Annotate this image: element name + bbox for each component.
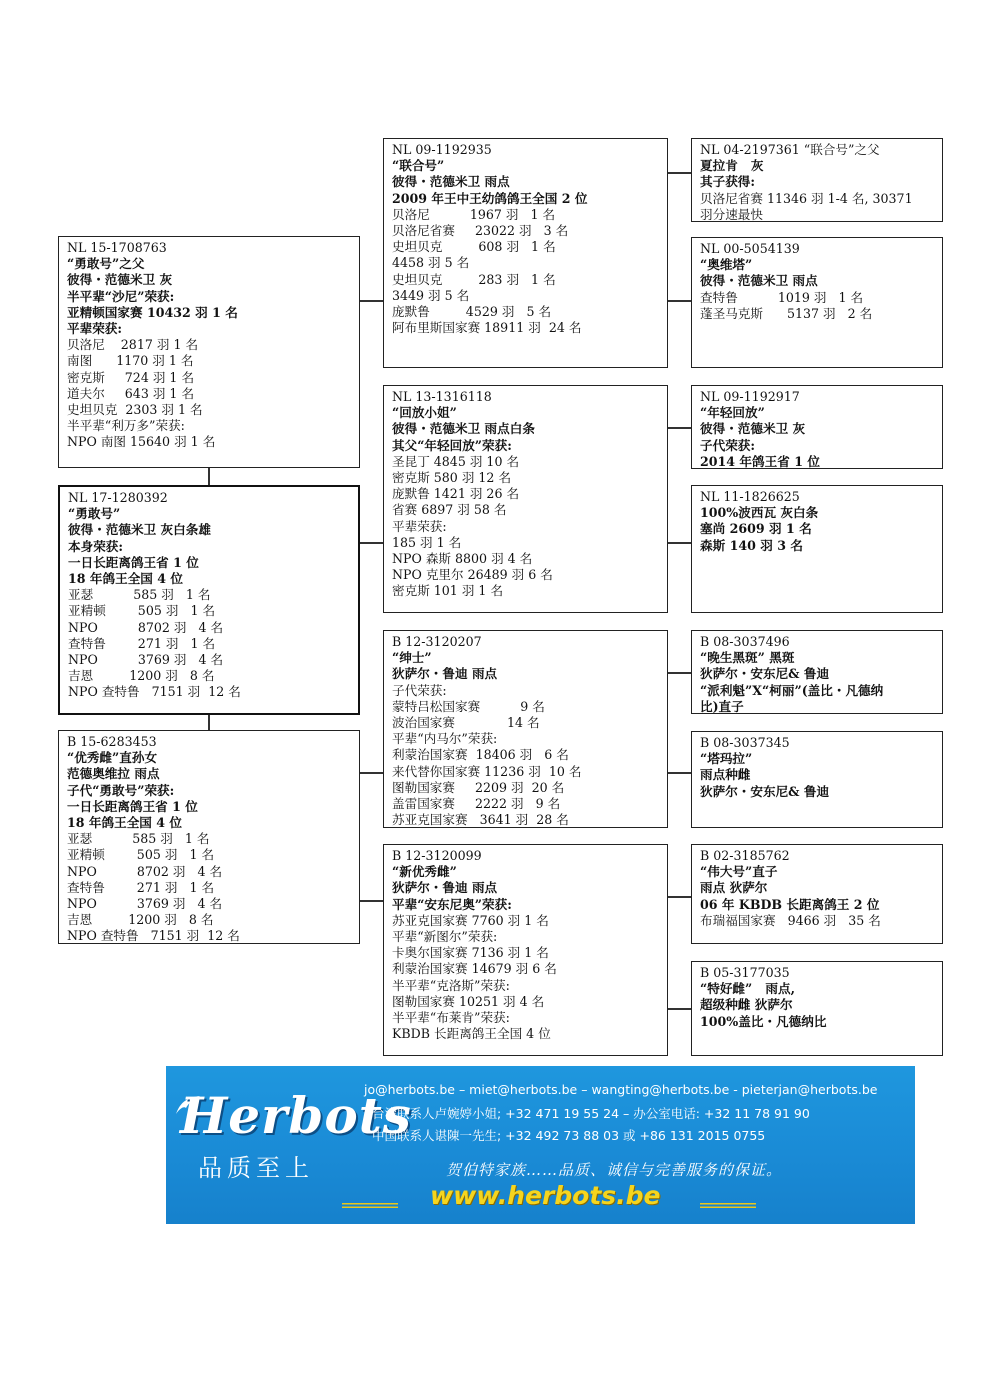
- connector: [667, 172, 691, 174]
- card-line: 盖雷国家赛 2222 羽 9 名: [392, 796, 561, 812]
- card-line: 图勒国家赛 2209 羽 20 名: [392, 779, 565, 795]
- card-line: 一日长距离鸽王省 1 位: [67, 798, 198, 814]
- card-line: 密克斯 724 羽 1 名: [67, 369, 195, 385]
- card-line: 子代“勇敢号”荣获:: [67, 782, 175, 798]
- card-line: 省赛 6897 羽 58 名: [392, 502, 507, 518]
- card-line: 来代替你国家赛 11236 羽 10 名: [392, 763, 582, 779]
- connector: [359, 300, 383, 302]
- card-line: 半平辈“沙尼”荣获:: [67, 288, 175, 304]
- card-line: 亚瑟 585 羽 1 名: [68, 587, 211, 603]
- taiwan-contact: 台湾联系人卢婉婷小姐; +32 471 19 55 24 – 办公室电话: +32 11 78 91 90: [372, 1106, 810, 1121]
- card-line: 卡奥尔国家赛 7136 羽 1 名: [392, 945, 549, 961]
- card-line: 史坦贝克 283 羽 1 名: [392, 271, 556, 287]
- ring-number: NL 11-1826625: [700, 489, 800, 504]
- ring-number: B 08-3037496: [700, 634, 790, 649]
- card-line: 平辈荣获:: [67, 321, 123, 337]
- card-line: 100%盖比・凡德纳比: [700, 1013, 827, 1029]
- card-line: “塔玛拉”: [700, 751, 753, 767]
- card-line: NPO 3769 羽 4 名: [68, 652, 224, 668]
- granddam-maternal-card: [383, 844, 668, 1056]
- card-line: NPO 查特鲁 7151 羽 12 名: [67, 928, 240, 944]
- card-line: 利蒙治国家赛 18406 羽 6 名: [392, 747, 569, 763]
- card-line: 森斯 140 羽 3 名: [700, 537, 803, 553]
- decorative-lines-left: [342, 1203, 398, 1209]
- connector: [208, 713, 210, 731]
- card-line: NPO 森斯 8800 羽 4 名: [392, 551, 533, 567]
- card-line: 苏亚克国家赛 7760 羽 1 名: [392, 912, 549, 928]
- card-line: 阿布里斯国家赛 18911 羽 24 名: [392, 320, 582, 336]
- great-grandsire-1-card: [691, 138, 943, 222]
- card-line: 南图 1170 羽 1 名: [67, 353, 194, 369]
- decorative-lines-right: [700, 1203, 756, 1209]
- card-line: 彼得・范德米卫 灰白条雄: [68, 522, 211, 538]
- card-line: 蓬圣马克斯 5137 羽 2 名: [700, 305, 873, 321]
- china-contact: 中国联系人谌陳一先生; +32 492 73 88 03 或 +86 131 2015 0755: [372, 1128, 766, 1143]
- card-line: 06 年 KBDB 长距离鸽王 2 位: [700, 896, 880, 912]
- ring-number: B 02-3185762: [700, 848, 790, 863]
- card-line: 子代荣获:: [392, 682, 447, 698]
- card-line: 平辈“内马尔”荣获:: [392, 731, 498, 747]
- card-line: 半平辈“布莱肯”荣获:: [392, 1010, 510, 1026]
- card-line: 道夫尔 643 羽 1 名: [67, 385, 195, 401]
- card-line: 密克斯 580 羽 12 名: [392, 470, 512, 486]
- ring-number: NL 15-1708763: [67, 240, 167, 255]
- granddam-paternal-card: [383, 385, 668, 613]
- tagline: 贺伯特家族……品质、诚信与完善服务的保证。: [446, 1161, 783, 1179]
- card-line: “新优秀雌”: [392, 864, 457, 880]
- contact-emails[interactable]: jo@herbots.be – miet@herbots.be – wangting@herbots.be - pieterjan@herbots.be: [364, 1082, 878, 1097]
- card-line: 羽分速最快: [700, 206, 763, 222]
- grandsire-paternal-card: [383, 138, 668, 368]
- card-line: 彼得・范德米卫 雨点: [700, 273, 818, 289]
- card-line: 2009 年王中王幼鸽鸽王全国 2 位: [392, 190, 588, 206]
- card-line: 亚精顿 505 羽 1 名: [68, 603, 216, 619]
- herbots-banner: [166, 1066, 915, 1224]
- card-line: 彼得・范德米卫 雨点白条: [392, 421, 535, 437]
- ring-number: NL 13-1316118: [392, 389, 492, 404]
- ring-number: NL 09-1192935: [392, 142, 492, 157]
- card-line: NPO 克里尔 26489 羽 6 名: [392, 567, 553, 583]
- ring-number: B 08-3037345: [700, 735, 790, 750]
- card-line: 吉恩 1200 羽 8 名: [68, 668, 215, 684]
- card-line: 彼得・范德米卫 雨点: [392, 174, 510, 190]
- grandsire-maternal-card: [383, 630, 668, 828]
- ring-number: NL 09-1192917: [700, 389, 800, 404]
- card-line: “年轻回放”: [700, 405, 765, 421]
- card-line: “勇敢号”之父: [67, 256, 145, 272]
- card-line: NPO 南图 15640 羽 1 名: [67, 434, 216, 450]
- subject-card: [58, 485, 360, 715]
- card-line: 狄萨尔・安东尼& 鲁迪: [700, 666, 830, 682]
- connector: [208, 467, 210, 486]
- card-line: 平辈荣获:: [392, 518, 447, 534]
- card-line: 圣昆丁 4845 羽 10 名: [392, 453, 520, 469]
- card-line: 平辈“安东尼奥”荣获:: [392, 896, 512, 912]
- card-line: 超级种雌 狄萨尔: [700, 997, 793, 1013]
- great-grandsire-4-card: [691, 844, 943, 944]
- great-granddam-4-card: [691, 961, 943, 1056]
- card-line: 亚精顿 505 羽 1 名: [67, 847, 215, 863]
- herbots-logo: Herbots: [180, 1086, 412, 1145]
- card-line: 庞默鲁 4529 羽 5 名: [392, 304, 552, 320]
- card-line: 4458 羽 5 名: [392, 255, 470, 271]
- card-line: 查特鲁 1019 羽 1 名: [700, 289, 864, 305]
- connector: [359, 542, 383, 544]
- card-line: 吉恩 1200 羽 8 名: [67, 912, 214, 928]
- card-line: “绅士”: [392, 650, 432, 666]
- great-grandsire-2-card: [691, 385, 943, 469]
- card-line: 子代荣获:: [700, 437, 756, 453]
- ring-number: NL 17-1280392: [68, 490, 168, 505]
- great-granddam-1-card: [691, 237, 943, 368]
- card-line: 比)直子: [700, 698, 744, 714]
- card-line: 狄萨尔・鲁迪 雨点: [392, 880, 498, 896]
- card-line: 亚精顿国家赛 10432 羽 1 名: [67, 304, 238, 320]
- card-line: “联合号”: [392, 158, 445, 174]
- dam-card: [58, 730, 360, 944]
- card-line: 雨点 狄萨尔: [700, 880, 768, 896]
- card-line: 雨点种雌: [700, 767, 751, 783]
- card-line: 狄萨尔・安东尼& 鲁迪: [700, 783, 830, 799]
- connector: [667, 300, 691, 302]
- card-line: “特好雌” 雨点,: [700, 981, 795, 997]
- card-line: KBDB 长距离鸽王全国 4 位: [392, 1026, 551, 1042]
- card-line: 塞尚 2609 羽 1 名: [700, 521, 812, 537]
- ring-number: NL 04-2197361 “联合号”之父: [700, 142, 880, 157]
- card-line: 密克斯 101 羽 1 名: [392, 583, 504, 599]
- great-grandsire-3-card: [691, 630, 943, 714]
- card-line: 查特鲁 271 羽 1 名: [68, 635, 216, 651]
- card-line: 2014 年鸽王省 1 位: [700, 453, 820, 469]
- card-line: 贝洛尼 2817 羽 1 名: [67, 337, 199, 353]
- website-link[interactable]: www.herbots.be: [430, 1181, 661, 1210]
- connector: [667, 896, 691, 898]
- card-line: 3449 羽 5 名: [392, 287, 470, 303]
- card-line: 本身荣获:: [68, 538, 124, 554]
- sire-card: [58, 236, 360, 468]
- card-line: 18 年鸽王全国 4 位: [67, 815, 183, 831]
- great-granddam-3-card: [691, 731, 943, 828]
- card-line: 庞默鲁 1421 羽 26 名: [392, 486, 520, 502]
- card-line: 夏拉肯 灰: [700, 158, 764, 174]
- card-line: 波治国家赛 14 名: [392, 715, 540, 731]
- connector: [667, 542, 691, 544]
- card-line: 半平辈“利万多”荣获:: [67, 418, 185, 434]
- connector: [667, 427, 691, 429]
- ring-number: B 12-3120207: [392, 634, 482, 649]
- card-line: NPO 8702 羽 4 名: [67, 863, 223, 879]
- card-line: 狄萨尔・鲁迪 雨点: [392, 666, 498, 682]
- card-line: 贝洛尼 1967 羽 1 名: [392, 206, 556, 222]
- card-line: 18 年鸽王全国 4 位: [68, 571, 184, 587]
- card-line: “优秀雌”直孙女: [67, 750, 158, 766]
- great-granddam-2-card: [691, 485, 943, 613]
- card-line: 其子获得:: [700, 174, 756, 190]
- card-line: 贝洛尼省赛 11346 羽 1-4 名, 30371: [700, 190, 913, 206]
- card-line: 亚瑟 585 羽 1 名: [67, 831, 210, 847]
- card-line: 平辈“新图尔”荣获:: [392, 929, 498, 945]
- ring-number: B 15-6283453: [67, 734, 157, 749]
- card-line: 彼得・范德米卫 灰: [67, 272, 173, 288]
- connector: [667, 672, 691, 674]
- card-line: 布瑞福国家赛 9466 羽 35 名: [700, 912, 881, 928]
- card-line: 其父“年轻回放”荣获:: [392, 437, 512, 453]
- card-line: 史坦贝克 2303 羽 1 名: [67, 402, 203, 418]
- card-line: “晚生黑斑” 黑斑: [700, 650, 795, 666]
- card-line: “勇敢号”: [68, 506, 121, 522]
- card-line: 半平辈“克洛斯”荣获:: [392, 977, 510, 993]
- card-line: 苏亚克国家赛 3641 羽 28 名: [392, 812, 569, 828]
- card-line: 贝洛尼省赛 23022 羽 3 名: [392, 223, 569, 239]
- slogan: 品质至上: [198, 1154, 314, 1182]
- connector: [667, 1008, 691, 1010]
- card-line: “伟大号”直子: [700, 864, 778, 880]
- card-line: 蒙特吕松国家赛 9 名: [392, 698, 545, 714]
- connector: [359, 900, 383, 902]
- ring-number: NL 00-5054139: [700, 241, 800, 256]
- card-line: 185 羽 1 名: [392, 534, 462, 550]
- ring-number: B 05-3177035: [700, 965, 790, 980]
- card-line: 查特鲁 271 羽 1 名: [67, 879, 215, 895]
- card-line: 100%波西瓦 灰白条: [700, 505, 819, 521]
- card-line: NPO 8702 羽 4 名: [68, 619, 224, 635]
- card-line: “回放小姐”: [392, 405, 457, 421]
- card-line: 彼得・范德米卫 灰: [700, 421, 806, 437]
- card-line: 范德奥维拉 雨点: [67, 766, 160, 782]
- card-line: 一日长距离鸽王省 1 位: [68, 554, 199, 570]
- card-line: “派利魁”X“柯丽”(盖比・凡德纳: [700, 682, 884, 698]
- connector: [359, 772, 383, 774]
- card-line: NPO 3769 羽 4 名: [67, 896, 223, 912]
- connector: [667, 772, 691, 774]
- card-line: “奥维塔”: [700, 257, 753, 273]
- card-line: 利蒙治国家赛 14679 羽 6 名: [392, 961, 557, 977]
- card-line: 史坦贝克 608 羽 1 名: [392, 239, 556, 255]
- card-line: 图勒国家赛 10251 羽 4 名: [392, 993, 545, 1009]
- card-line: NPO 查特鲁 7151 羽 12 名: [68, 684, 241, 700]
- ring-number: B 12-3120099: [392, 848, 482, 863]
